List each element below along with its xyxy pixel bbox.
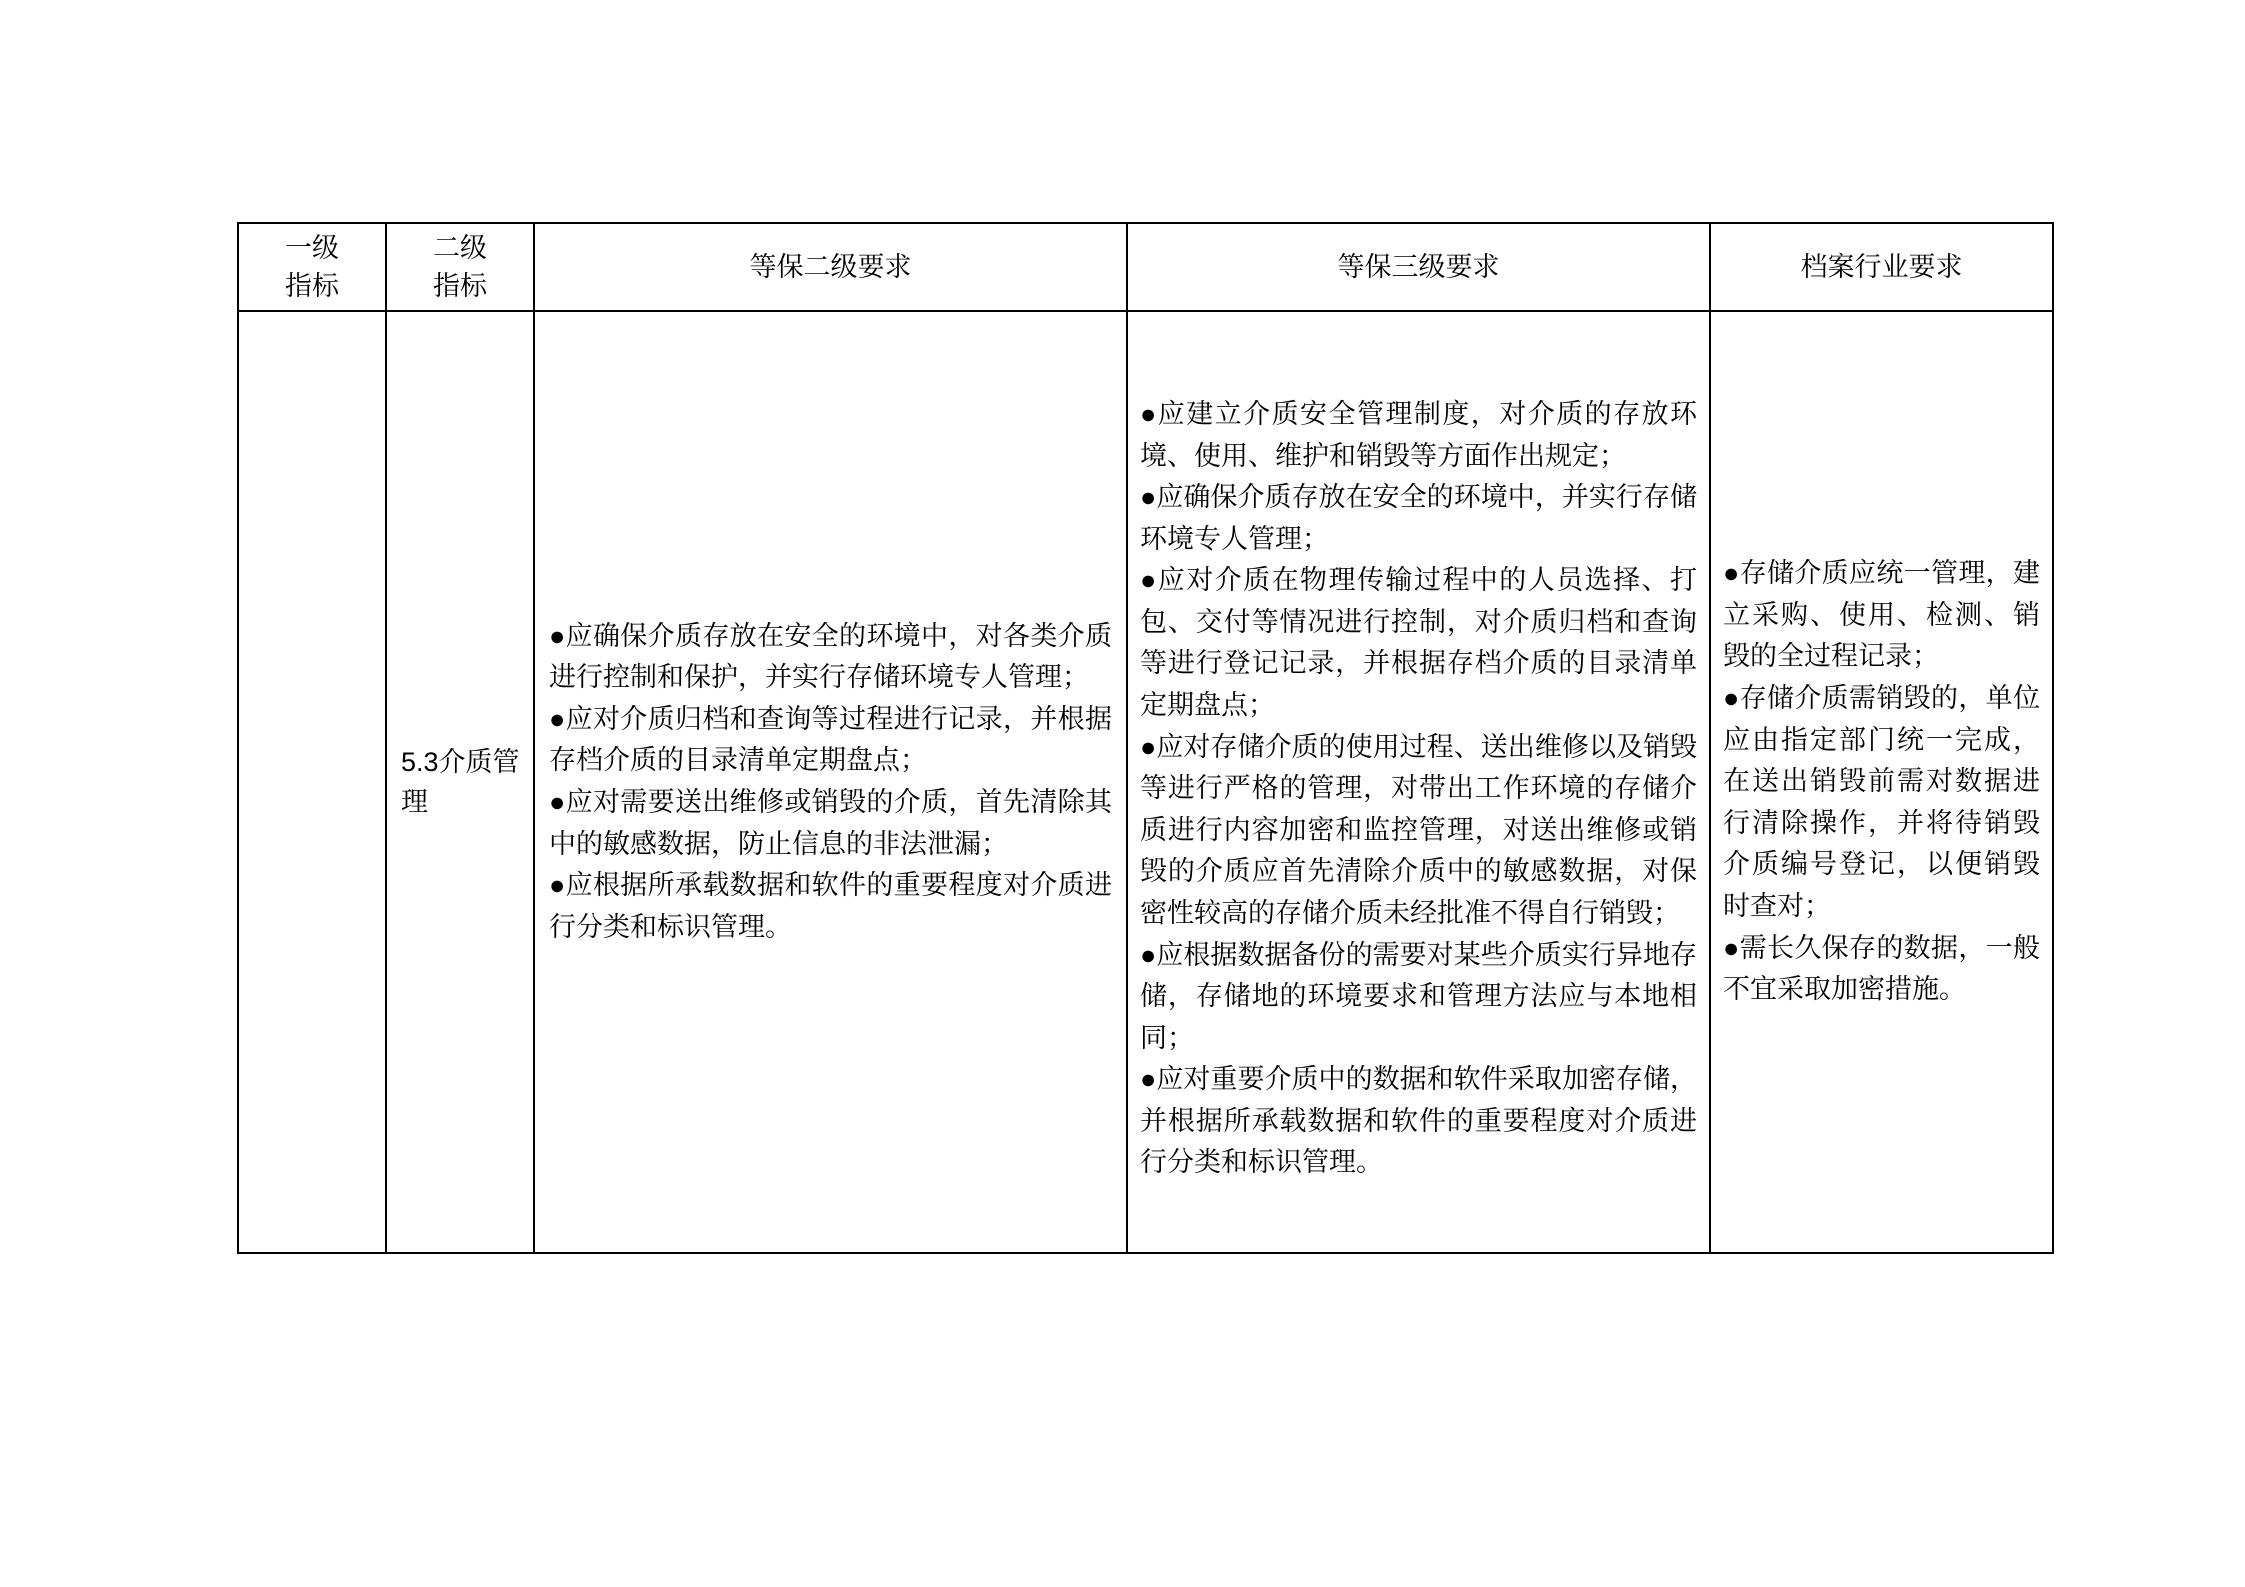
list-item: ●需长久保存的数据，一般不宜采取加密措施。 xyxy=(1723,932,2040,1005)
table-header-row xyxy=(238,223,2053,311)
list-item: ●应根据所承载数据和软件的重要程度对介质进行分类和标识管理。 xyxy=(549,870,1112,942)
header-level3-requirements-label: 等保三级要求 xyxy=(1337,251,1500,282)
header-level2-requirements-label: 等保二级要求 xyxy=(749,251,912,282)
cell-level2-text: 5.3介质管理 xyxy=(401,746,520,817)
table-body xyxy=(238,311,2053,1253)
cell-archive-industry-requirements xyxy=(1710,311,2053,1253)
level3-requirements-list xyxy=(1128,380,1709,1184)
list-item: ●应确保介质存放在安全的环境中，并实行存储环境专人管理； xyxy=(1140,482,1697,554)
list-item: ●应对介质归档和查询等过程进行记录，并根据存档介质的目录清单定期盘点； xyxy=(549,703,1112,776)
level2-requirements-list xyxy=(535,616,1126,949)
cell-level3-requirements xyxy=(1127,311,1710,1253)
list-item: ●存储介质应统一管理，建立采购、使用、检测、销毁的全过程记录； xyxy=(1723,558,2040,672)
list-item: ●应确保介质存放在安全的环境中，对各类介质进行控制和保护，并实行存储环境专人管理； xyxy=(549,620,1112,693)
table-row xyxy=(238,311,2053,1253)
cell-level2-requirements xyxy=(534,311,1127,1253)
header-level1-line1: 一级 xyxy=(285,232,339,263)
list-item: ●应对需要送出维修或销毁的介质，首先清除其中的敏感数据，防止信息的非法泄漏； xyxy=(549,787,1112,859)
requirements-table xyxy=(237,222,2054,1254)
header-level2-requirements xyxy=(534,223,1127,311)
header-level2-indicator xyxy=(386,223,534,311)
header-level3-requirements xyxy=(1127,223,1710,311)
cell-level2-indicator xyxy=(386,311,534,1253)
header-archive-industry-requirements xyxy=(1710,223,2053,311)
requirements-table-container xyxy=(237,222,2052,1254)
cell-level1-text xyxy=(239,774,385,790)
header-level2-line2: 指标 xyxy=(433,271,487,301)
header-level1-line2: 指标 xyxy=(285,271,339,301)
list-item: ●应对重要介质中的数据和软件采取加密存储，并根据所承载数据和软件的重要程度对介质进行分类和标识管理。 xyxy=(1140,1064,1697,1178)
header-level1-indicator xyxy=(238,223,386,311)
header-archive-industry-label: 档案行业要求 xyxy=(1800,251,1963,282)
list-item: ●应对存储介质的使用过程、送出维修以及销毁等进行严格的管理，对带出工作环境的存储介质进行内容加密和监控管理，对送出维修或销毁的介质应首先清除介质中的敏感数据，对保密性较高的存储介质未经批准不得自行销毁； xyxy=(1140,731,1697,928)
list-item: ●应对介质在物理传输过程中的人员选择、打包、交付等情况进行控制，对介质归档和查询等进行登记记录，并根据存档介质的目录清单定期盘点； xyxy=(1140,565,1697,721)
list-item: ●存储介质需销毁的，单位应由指定部门统一完成，在送出销毁前需对数据进行清除操作，并将待销毁介质编号登记，以便销毁时查对； xyxy=(1723,683,2040,921)
header-level2-line1: 二级 xyxy=(433,232,487,263)
list-item: ●应根据数据备份的需要对某些介质实行异地存储，存储地的环境要求和管理方法应与本地相同； xyxy=(1140,939,1697,1053)
list-item: ●应建立介质安全管理制度，对介质的存放环境、使用、维护和销毁等方面作出规定； xyxy=(1140,399,1697,471)
archive-industry-requirements-list xyxy=(1711,553,2052,1010)
cell-level1-indicator xyxy=(238,311,386,1253)
table-header xyxy=(238,223,2053,311)
